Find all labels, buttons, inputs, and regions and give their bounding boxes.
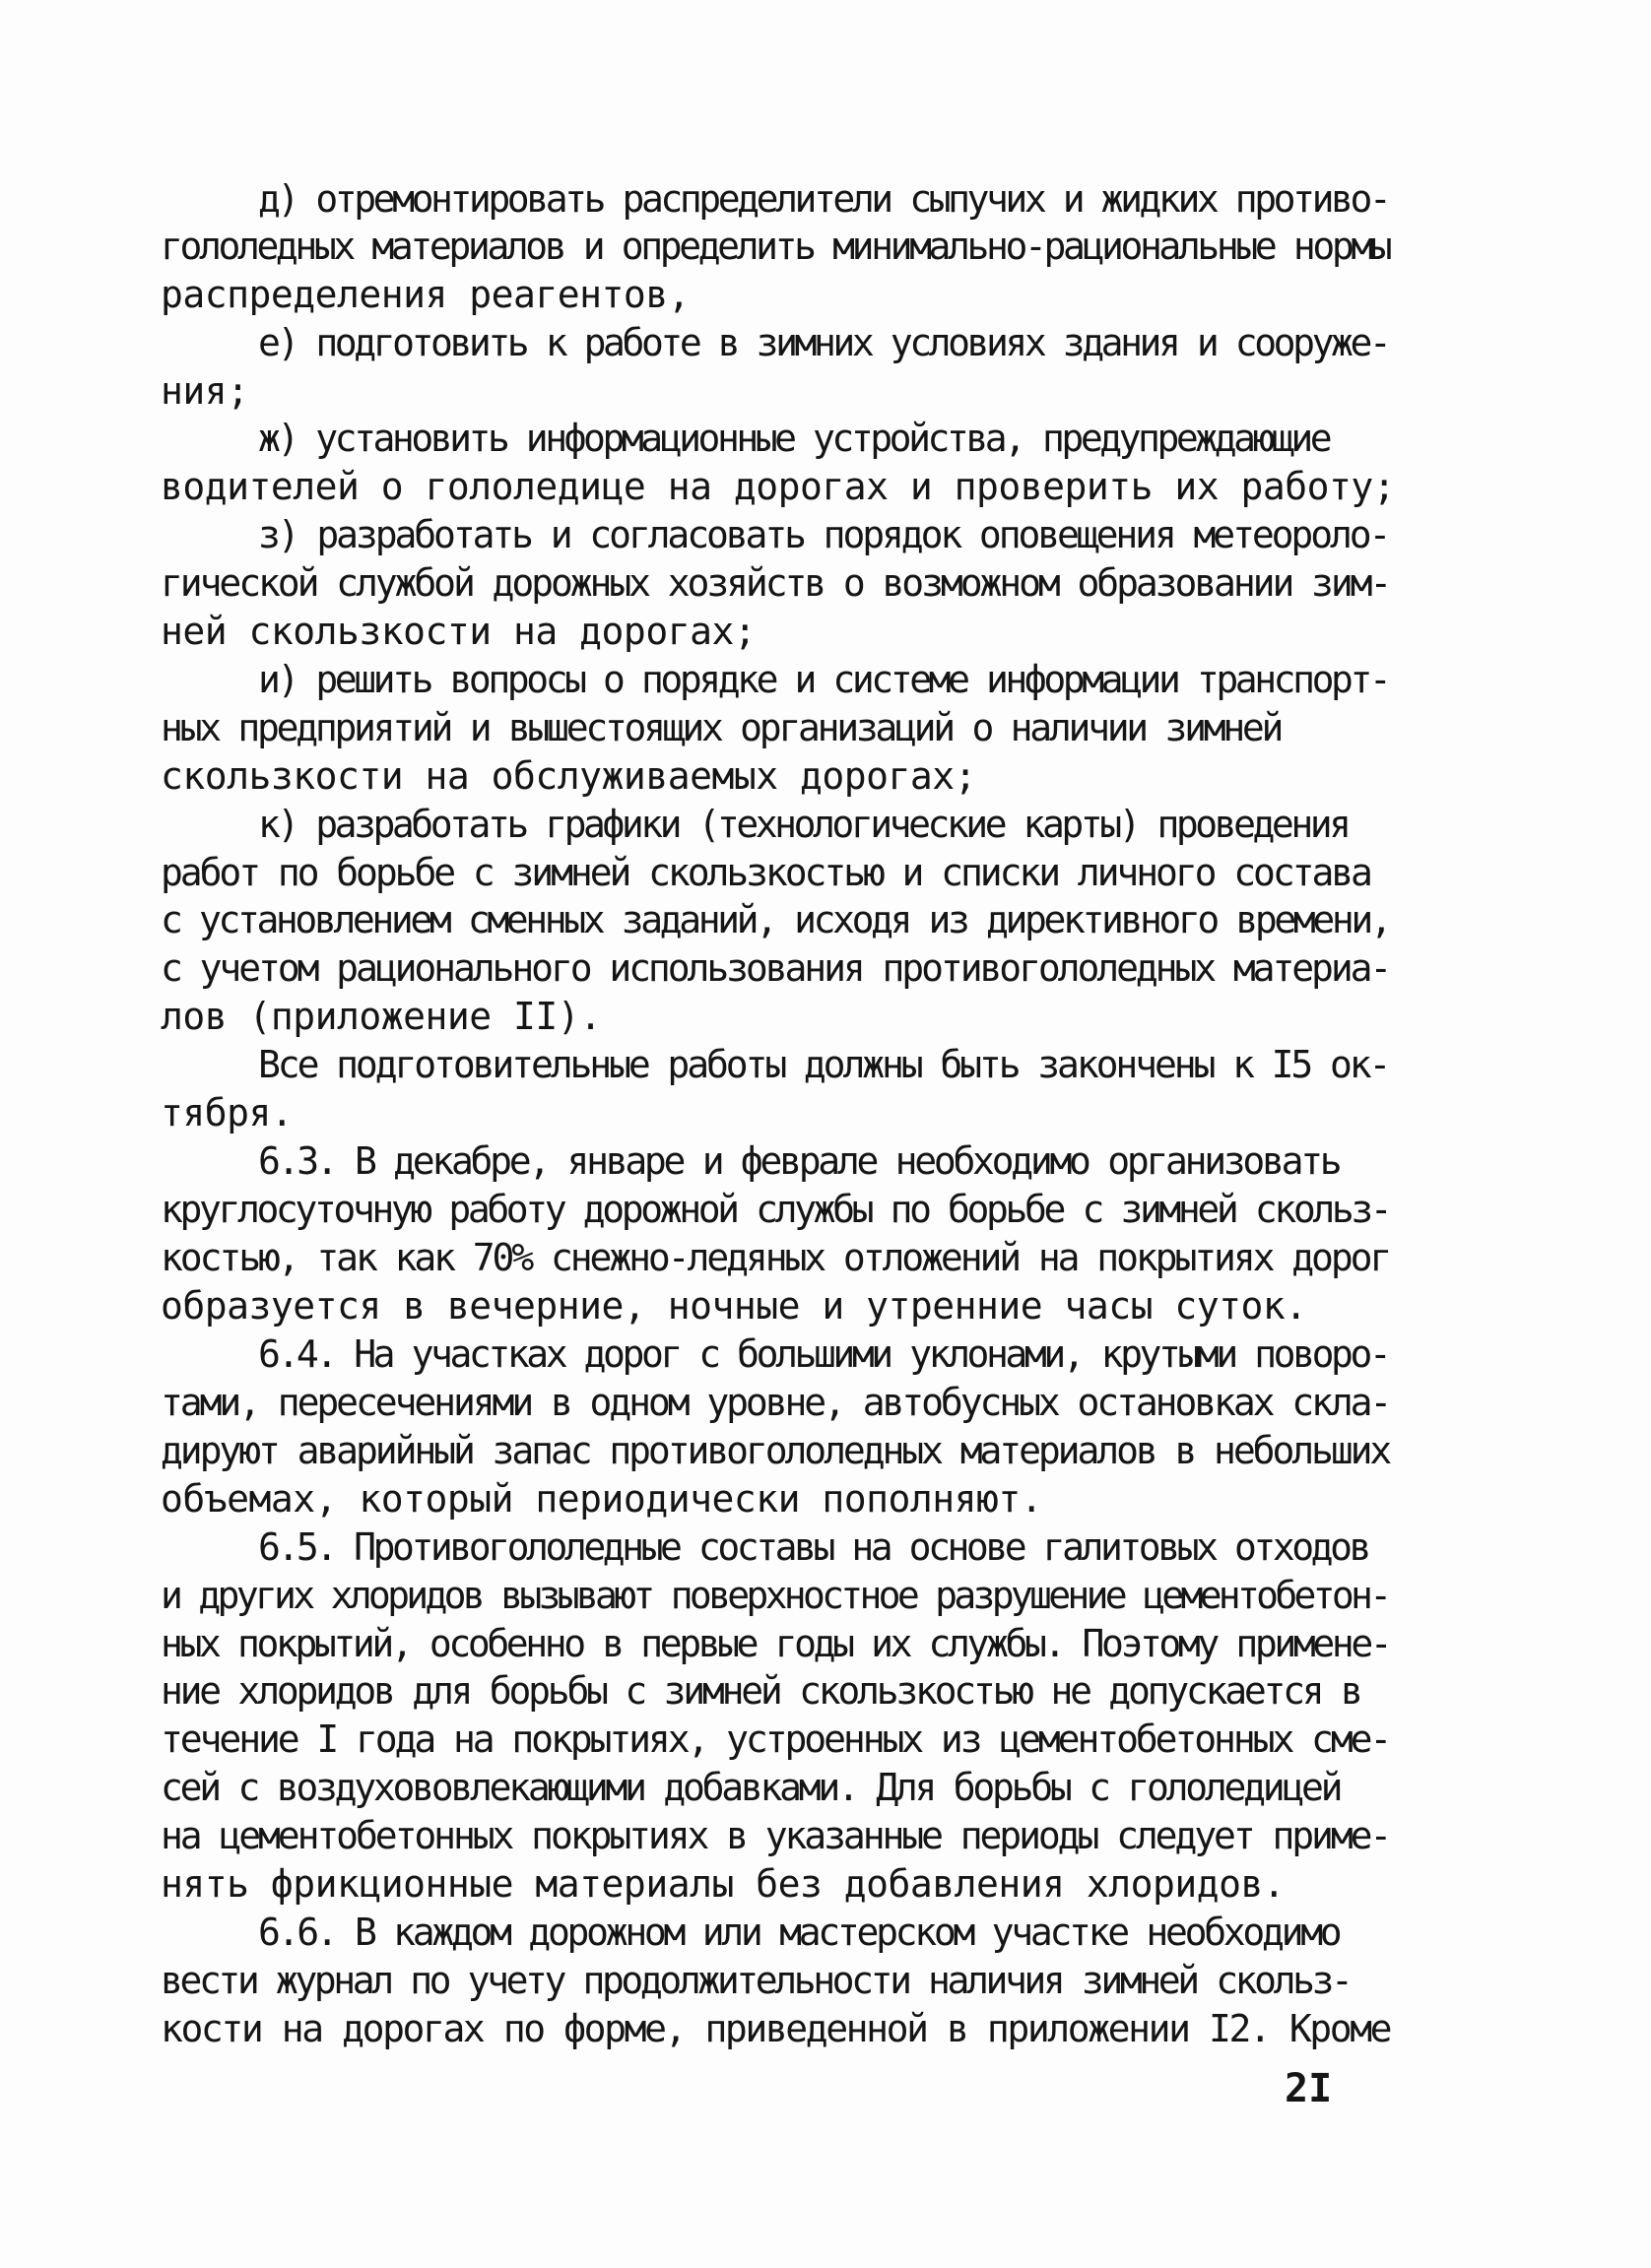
text-line: гололедных материалов и определить минимально-рациональные нормы xyxy=(161,225,1390,268)
text-line: е) подготовить к работе в зимних условиях здания и сооруже- xyxy=(258,321,1389,364)
text-line: з) разработать и согласовать порядок оповещения метеороло- xyxy=(258,513,1389,556)
text-line: работ по борьбе с зимней скользкостью и списки личного состава xyxy=(161,851,1370,894)
text-line: нять фрикционные материалы без добавления хлоридов. xyxy=(161,1862,1286,1906)
text-line: дируют аварийный запас противогололедных материалов в небольших xyxy=(161,1429,1390,1472)
text-line: образуется в вечерние, ночные и утренние часы суток. xyxy=(161,1284,1307,1328)
text-line: 6.5. Противогололедные составы на основе галитовых отходов xyxy=(258,1525,1368,1569)
text-line: течение I года на покрытиях, устроенных из цементобетонных сме- xyxy=(161,1717,1390,1761)
text-line: вести журнал по учету продолжительности наличия зимней скольз- xyxy=(161,1959,1351,2002)
text-line: Все подготовительные работы должны быть закончены к I5 ок- xyxy=(258,1043,1389,1086)
text-line: на цементобетонных покрытиях в указанные периоды следует приме- xyxy=(161,1814,1390,1857)
text-line: ных предприятий и вышестоящих организаций о наличии зимней xyxy=(161,706,1282,749)
text-line: тами, пересечениями в одном уровне, автобусных остановках скла- xyxy=(161,1381,1390,1424)
text-line: с учетом рационального использования противогололедных материа- xyxy=(161,946,1390,990)
text-line: д) отремонтировать распределители сыпучих и жидких противо- xyxy=(258,177,1389,221)
text-line: 6.4. На участках дорог с большими уклонами, крутыми поворо- xyxy=(258,1332,1389,1376)
text-line: сей с воздухововлекающими добавками. Для борьбы с гололедицей xyxy=(161,1766,1341,1809)
text-line: 6.3. В декабре, январе и феврале необходимо организовать xyxy=(258,1139,1340,1183)
text-line: 6.6. В каждом дорожном или мастерском участке необходимо xyxy=(258,1911,1340,1954)
text-line: ние хлоридов для борьбы с зимней скользкостью не допускается в xyxy=(161,1669,1360,1713)
text-line: с установлением сменных заданий, исходя из директивного времени, xyxy=(161,898,1390,941)
text-line: объемах, который периодически пополняют. xyxy=(161,1477,1043,1521)
text-line: круглосуточную работу дорожной службы по борьбе с зимней скольз- xyxy=(161,1188,1390,1231)
text-line: к) разработать графики (технологические карты) проведения xyxy=(258,803,1349,846)
text-line: костью, так как 70% снежно-ледяных отложений на покрытиях дорог xyxy=(161,1236,1390,1279)
text-line: распределения реагентов, xyxy=(161,273,691,316)
text-line: тября. xyxy=(161,1091,294,1134)
text-line: ж) установить информационные устройства, предупреждающие xyxy=(258,417,1330,460)
text-line: скользкости на обслуживаемых дорогах; xyxy=(161,754,976,798)
text-line: водителей о гололедице на дорогах и проверить их работу; xyxy=(161,465,1396,508)
text-line: лов (приложение II). xyxy=(161,995,602,1038)
text-line: и) решить вопросы о порядке и системе информации транспорт- xyxy=(258,658,1389,701)
text-line: ния; xyxy=(161,369,249,413)
text-line: ных покрытий, особенно в первые годы их службы. Поэтому примене- xyxy=(161,1622,1390,1665)
text-line: кости на дорогах по форме, приведенной в приложении I2. Кроме xyxy=(161,2007,1391,2050)
page-number: 2I xyxy=(1285,2066,1333,2111)
text-line: и других хлоридов вызывают поверхностное разрушение цементобетон- xyxy=(161,1574,1389,1617)
text-line: ней скользкости на дорогах; xyxy=(161,610,757,653)
text-line: гической службой дорожных хозяйств о возможном образовании зим- xyxy=(161,561,1390,605)
